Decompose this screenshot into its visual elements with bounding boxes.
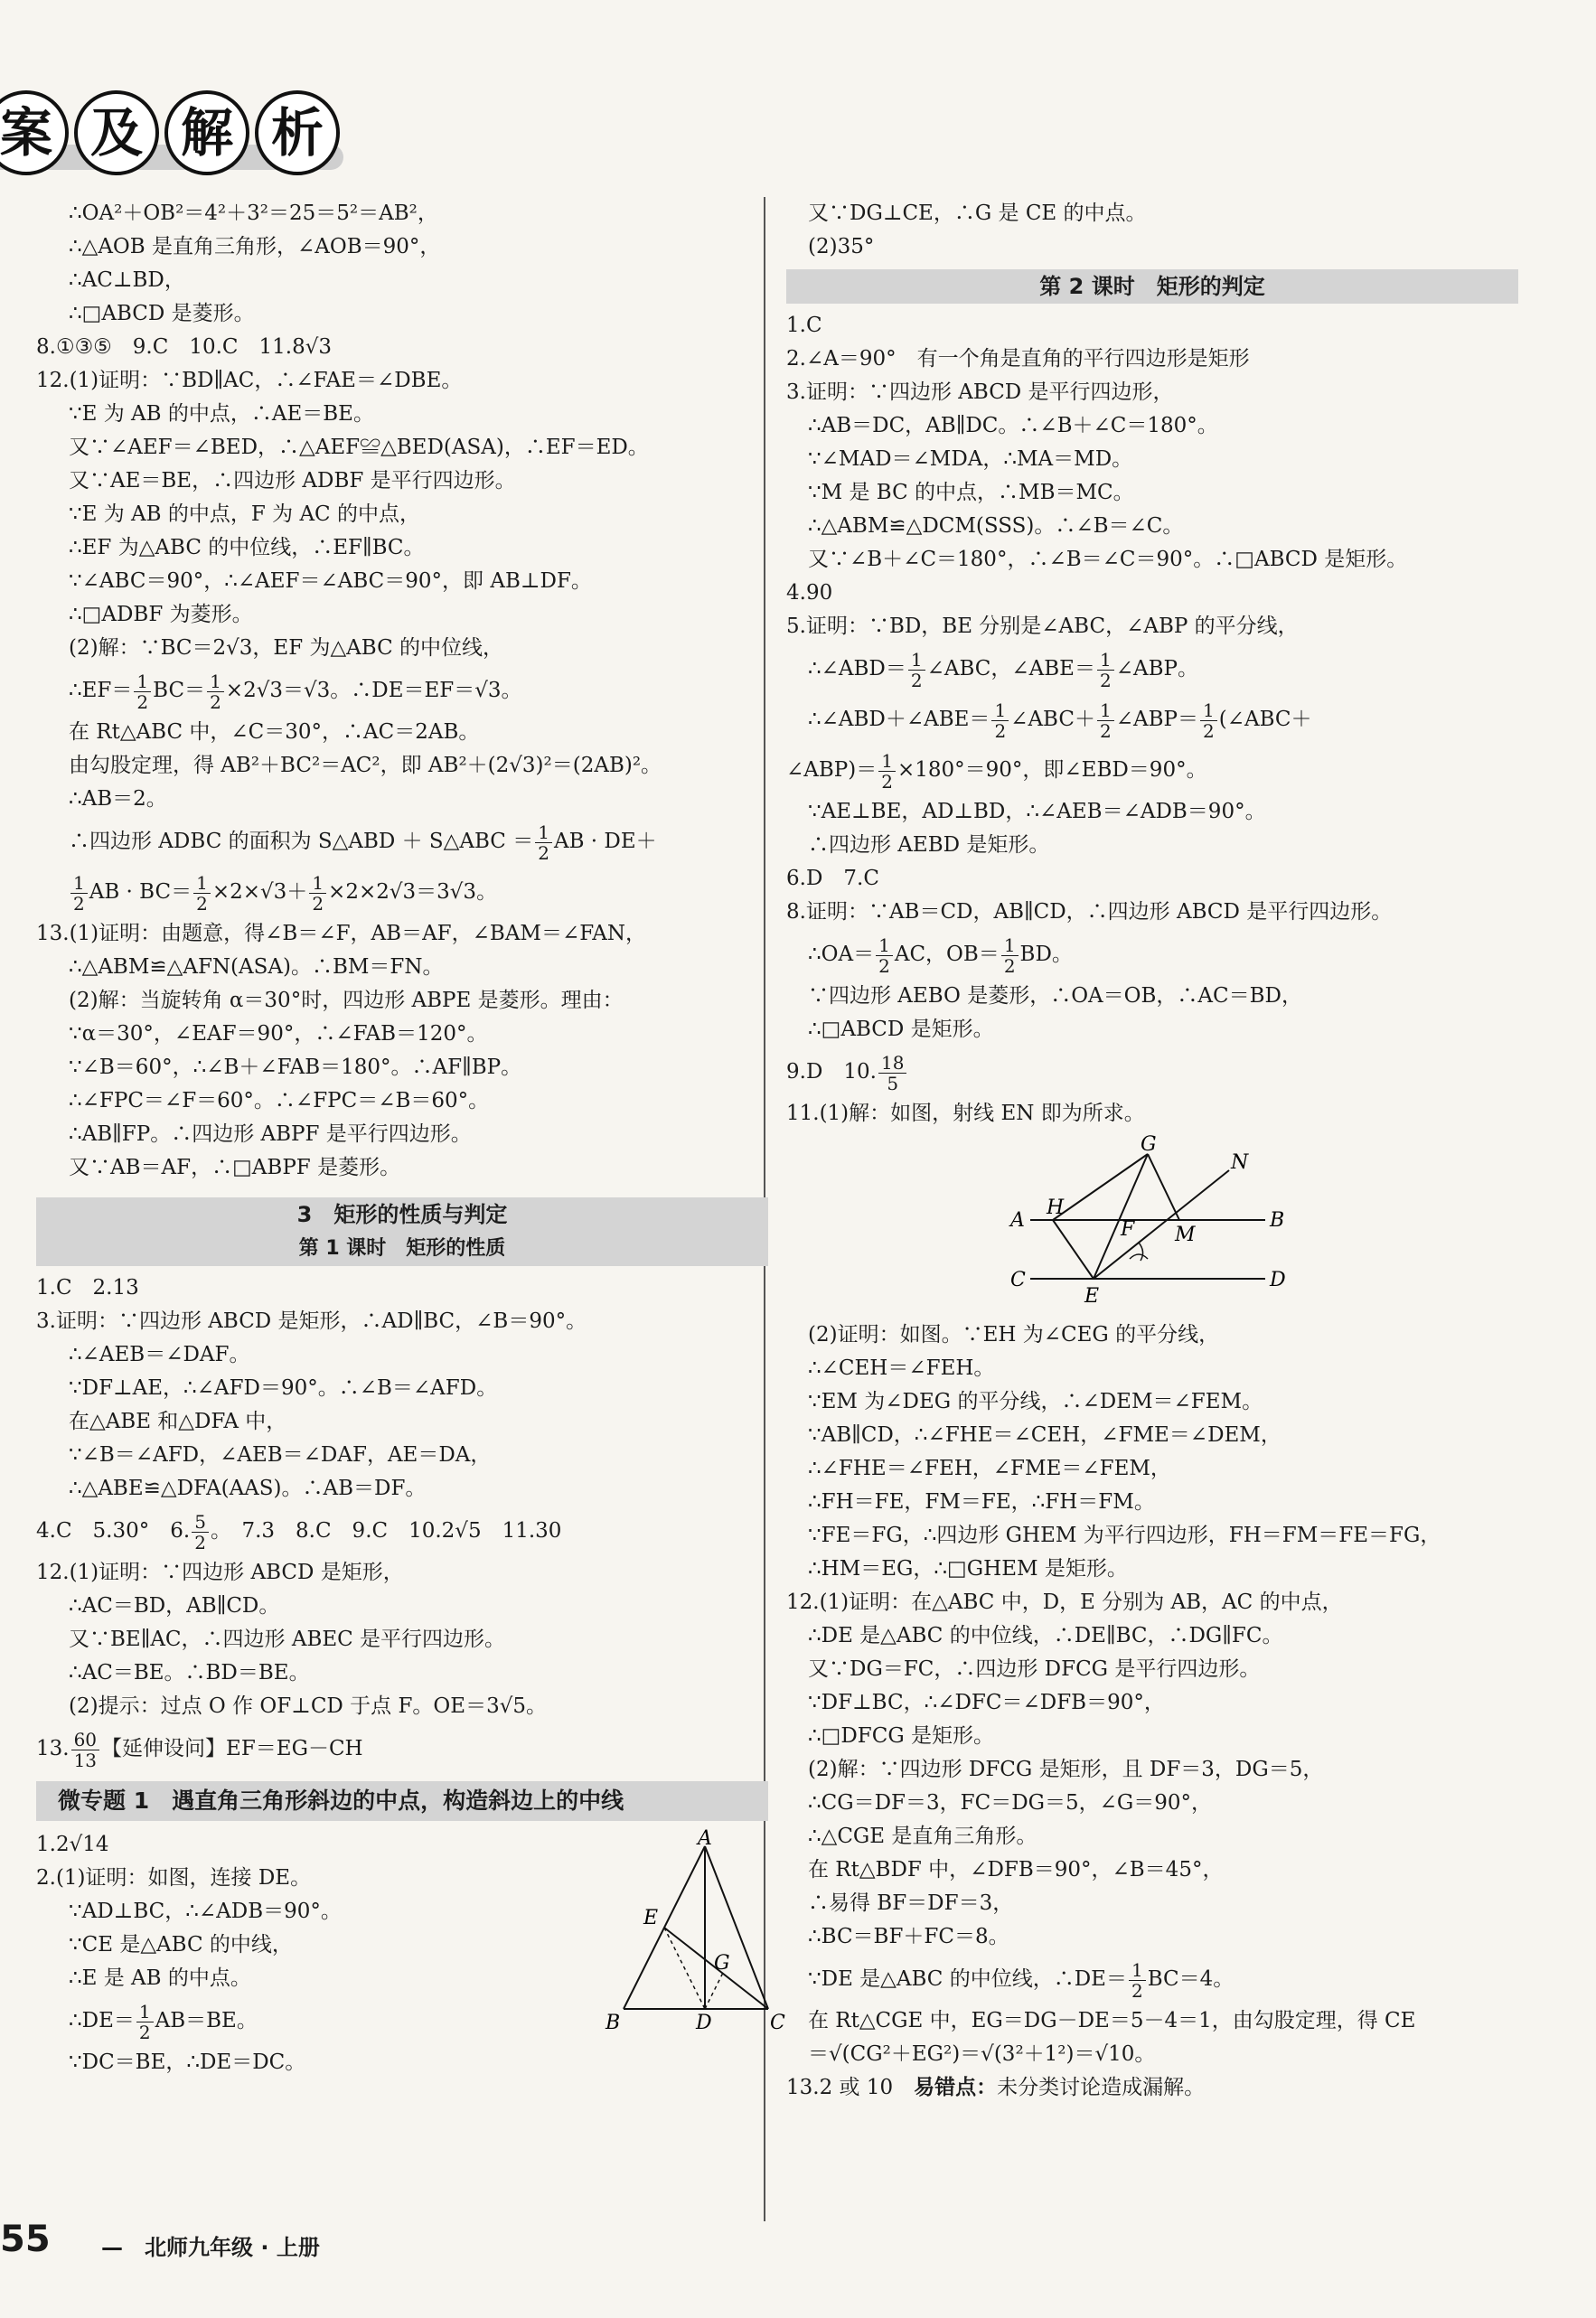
numerator: 1 bbox=[309, 873, 326, 894]
label-h: H bbox=[1047, 1197, 1065, 1219]
fraction bbox=[991, 700, 1009, 741]
text-line: ∴AC＝BD，AB∥CD。 bbox=[69, 1594, 280, 1618]
numerator: 1 bbox=[1097, 650, 1114, 671]
text-line: 又∵AB＝AF，∴□ABPF 是菱形。 bbox=[69, 1156, 401, 1179]
formula-text: BD。 bbox=[1019, 943, 1073, 966]
denominator: 2 bbox=[910, 669, 923, 691]
formula-line bbox=[786, 694, 1518, 745]
answer-line: 1.C 2.13 bbox=[36, 1276, 139, 1300]
label-a: A bbox=[1010, 1209, 1025, 1232]
text-line: ∴CG＝DF＝3，FC＝DG＝5，∠G＝90°， bbox=[808, 1791, 1213, 1815]
text-line: 又∵∠AEF＝∠BED，∴△AEF≌△BED(ASA)，∴EF＝ED。 bbox=[69, 436, 649, 459]
text-line: ∵FE＝FG，∴四边形 GHEM 为平行四边形，FH＝FM＝FE＝FG， bbox=[808, 1524, 1441, 1547]
fraction bbox=[71, 1730, 99, 1770]
answer-line bbox=[786, 2071, 1518, 2105]
fraction bbox=[1001, 935, 1019, 976]
text-line: ∵CE 是△ABC 的中线， bbox=[69, 1933, 293, 1957]
text-line: 又∵DG⊥CE，∴G 是 CE 的中点。 bbox=[808, 202, 1147, 225]
error-prone-label: 易错点： bbox=[914, 2076, 998, 2099]
answer-line: 3.证明：∵四边形 ABCD 是矩形，∴AD∥BC，∠B＝90°。 bbox=[36, 1309, 587, 1333]
numerator: 1 bbox=[908, 650, 925, 671]
text-line: ∴□ABCD 是矩形。 bbox=[808, 1018, 994, 1041]
denominator: 2 bbox=[878, 954, 890, 977]
footer-dash: — bbox=[101, 2235, 123, 2260]
answer-line: 11.(1)解：如图，射线 EN 即为所求。 bbox=[786, 1102, 1145, 1125]
text-line: (2)提示：过点 O 作 OF⊥CD 于点 F。OE＝3√5。 bbox=[69, 1694, 547, 1718]
denominator: 2 bbox=[994, 719, 1007, 742]
numerator: 1 bbox=[1129, 1960, 1146, 1981]
formula-line bbox=[36, 665, 768, 716]
denominator: 2 bbox=[1003, 954, 1016, 977]
answer-line: 6.D 7.C bbox=[786, 867, 879, 890]
header-char-2: 及 bbox=[74, 90, 159, 175]
formula-line bbox=[36, 867, 768, 917]
answer-line: 8.证明：∵AB＝CD，AB∥CD，∴四边形 ABCD 是平行四边形。 bbox=[786, 900, 1393, 924]
text-line: ∵EM 为∠DEG 的平分线，∴∠DEM＝∠FEM。 bbox=[808, 1390, 1263, 1413]
fraction bbox=[1129, 1960, 1146, 2001]
text-line: ＝√(CG²＋EG²)＝√(3²＋1²)＝√10。 bbox=[808, 2042, 1156, 2066]
formula-text: ∠ABP。 bbox=[1115, 657, 1198, 680]
formula-text: ×2√3＝√3。∴DE＝EF＝√3。 bbox=[225, 679, 522, 702]
numerator: 1 bbox=[207, 671, 224, 692]
answer-line: 1.C bbox=[786, 314, 822, 337]
numerator: 1 bbox=[1001, 935, 1019, 956]
label-e: E bbox=[643, 1907, 659, 1929]
text-line: ∵∠MAD＝∠MDA，∴MA＝MD。 bbox=[808, 447, 1133, 471]
formula-text: BC＝4。 bbox=[1147, 1967, 1235, 1991]
fraction bbox=[70, 873, 88, 914]
denominator: 2 bbox=[194, 1531, 206, 1553]
page-number: 55 bbox=[0, 2219, 51, 2260]
formula-line bbox=[36, 816, 768, 867]
arc-mark bbox=[1139, 1243, 1143, 1261]
formula-text: ×180°＝90°，即∠EBD＝90°。 bbox=[897, 758, 1207, 782]
fraction bbox=[193, 873, 211, 914]
text-line: ∴EF 为△ABC 的中位线，∴EF∥BC。 bbox=[69, 536, 425, 559]
footer-book-title: 北师九年级 · 上册 bbox=[145, 2235, 320, 2260]
label-m: M bbox=[1175, 1224, 1196, 1246]
text-line: 在 Rt△CGE 中，EG＝DG－DE＝5－4＝1，由勾股定理，得 CE bbox=[808, 2009, 1416, 2032]
formula-text: BC＝ bbox=[153, 679, 206, 702]
text-line: ∴□ADBF 为菱形。 bbox=[69, 603, 253, 626]
formula-text: 【延伸设问】EF＝EG－CH bbox=[101, 1737, 363, 1760]
fraction bbox=[908, 650, 925, 690]
left-column bbox=[36, 197, 785, 2079]
text-line: ∵四边形 AEBO 是菱形，∴OA＝OB，∴AC＝BD， bbox=[808, 984, 1302, 1008]
text-line: ∴FH＝FE，FM＝FE，∴FH＝FM。 bbox=[808, 1490, 1155, 1514]
label-n: N bbox=[1231, 1151, 1249, 1174]
answer-line: 13.(1)证明：由题意，得∠B＝∠F，AB＝AF，∠BAM＝∠FAN， bbox=[36, 922, 646, 945]
denominator: 5 bbox=[887, 1072, 899, 1094]
text-line: ∵DF⊥AE，∴∠AFD＝90°。∴∠B＝∠AFD。 bbox=[69, 1376, 498, 1400]
denominator: 2 bbox=[881, 770, 893, 793]
denominator: 2 bbox=[1131, 1979, 1143, 2002]
label-a: A bbox=[698, 1828, 712, 1850]
denominator: 2 bbox=[138, 2021, 151, 2043]
answer-line: 2.(1)证明：如图，连接 DE。 bbox=[36, 1866, 312, 1890]
arc-mark bbox=[1130, 1254, 1148, 1259]
numerator: 1 bbox=[136, 2002, 154, 2022]
text-line: ∵DF⊥BC，∴∠DFC＝∠DFB＝90°， bbox=[808, 1691, 1165, 1714]
denominator: 2 bbox=[312, 892, 324, 915]
text-line: 又∵BE∥AC，∴四边形 ABEC 是平行四边形。 bbox=[69, 1628, 506, 1651]
formula-text: ∵DE 是△ABC 的中位线，∴DE＝ bbox=[808, 1967, 1127, 1991]
answer-line: 12.(1)证明：在△ABC 中，D，E 分别为 AB，AC 的中点， bbox=[786, 1591, 1343, 1614]
section-heading: 3 矩形的性质与判定 bbox=[36, 1197, 768, 1232]
text-line: ∴BC＝BF＋FC＝8。 bbox=[808, 1925, 1009, 1948]
numerator: 60 bbox=[71, 1730, 99, 1750]
numerator: 1 bbox=[991, 700, 1009, 721]
text-line: 由勾股定理，得 AB²＋BC²＝AC²，即 AB²＋(2√3)²＝(2AB)²。 bbox=[69, 754, 662, 777]
header-char-3: 解 bbox=[164, 90, 249, 175]
text-line: ∴DE 是△ABC 的中位线，∴DE∥BC，∴DG∥FC。 bbox=[808, 1624, 1283, 1647]
text-line: (2)解：∵四边形 DFCG 是矩形，且 DF＝3，DG＝5， bbox=[808, 1758, 1324, 1781]
numerator: 1 bbox=[1097, 700, 1114, 721]
formula-text: ∠ABP＝ bbox=[1115, 708, 1198, 731]
denominator: 2 bbox=[538, 841, 549, 864]
error-prone-note: 未分类讨论造成漏解。 bbox=[997, 2076, 1206, 2099]
fraction bbox=[134, 671, 151, 712]
text-line: 在 Rt△BDF 中，∠DFB＝90°，∠B＝45°， bbox=[808, 1858, 1224, 1882]
text-line: ∴∠FPC＝∠F＝60°。∴∠FPC＝∠B＝60°。 bbox=[69, 1089, 490, 1112]
formula-text: 13. bbox=[36, 1737, 70, 1760]
fraction bbox=[136, 2002, 154, 2042]
right-column bbox=[786, 197, 1518, 2105]
text-line: (2)35° bbox=[808, 235, 875, 258]
answer-line: 1.2√14 bbox=[36, 1833, 109, 1856]
answer-line: 12.(1)证明：∵四边形 ABCD 是矩形， bbox=[36, 1561, 404, 1584]
text-line: ∴∠CEH＝∠FEH。 bbox=[808, 1356, 995, 1380]
label-d: D bbox=[1270, 1269, 1286, 1291]
header-char-4: 析 bbox=[255, 90, 340, 175]
label-g: G bbox=[714, 1952, 730, 1975]
denominator: 2 bbox=[136, 690, 149, 713]
label-d: D bbox=[696, 2012, 712, 2034]
text-line: ∴易得 BF＝DF＝3， bbox=[808, 1891, 1014, 1915]
formula-text: AB＝BE。 bbox=[155, 2009, 258, 2032]
text-line: ∴AB＝DC，AB∥DC。∴∠B＋∠C＝180°。 bbox=[808, 414, 1218, 437]
fraction bbox=[1097, 700, 1114, 741]
answer-text: 13.2 或 10 bbox=[786, 2076, 915, 2099]
denominator: 2 bbox=[1099, 719, 1112, 742]
text-line: ∵E 为 AB 的中点，F 为 AC 的中点， bbox=[69, 502, 420, 526]
text-line: ∴四边形 AEBD 是矩形。 bbox=[808, 833, 1050, 857]
text-line: (2)解：∵BC＝2√3，EF 为△ABC 的中位线， bbox=[69, 636, 504, 660]
numerator: 1 bbox=[193, 873, 211, 894]
text-line: ∴□ABCD 是菱形。 bbox=[69, 302, 255, 325]
section-heading: 第 2 课时 矩形的判定 bbox=[786, 269, 1518, 304]
text-line: (2)证明：如图。∵EH 为∠CEG 的平分线， bbox=[808, 1323, 1220, 1347]
triangle-figure bbox=[578, 1828, 795, 2036]
answer-line bbox=[36, 1723, 768, 1774]
text-line: ∵AB∥CD，∴∠FHE＝∠CEH，∠FME＝∠DEM， bbox=[808, 1423, 1281, 1447]
denominator: 2 bbox=[210, 690, 221, 713]
text-line: ∵AD⊥BC，∴∠ADB＝90°。 bbox=[69, 1900, 342, 1923]
formula-line bbox=[786, 745, 1518, 795]
formula-line bbox=[786, 929, 1518, 980]
text-line: ∴∠FHE＝∠FEH，∠FME＝∠FEM， bbox=[808, 1457, 1171, 1480]
fraction bbox=[535, 822, 552, 863]
formula-line bbox=[786, 1954, 1518, 2004]
fraction bbox=[207, 671, 224, 712]
label-b: B bbox=[606, 2012, 621, 2034]
answer-line: 2.∠A＝90° 有一个角是直角的平行四边形是矩形 bbox=[786, 347, 1250, 371]
text-line: ∴△ABM≌△AFN(ASA)。∴BM＝FN。 bbox=[69, 955, 444, 979]
text-line: ∴E 是 AB 的中点。 bbox=[69, 1966, 251, 1990]
formula-text: ×2×√3＋ bbox=[211, 880, 308, 904]
formula-text: ∴∠ABD＝ bbox=[808, 657, 906, 680]
formula-text: ∠ABC＋ bbox=[1010, 708, 1095, 731]
text-line: ∴△CGE 是直角三角形。 bbox=[808, 1825, 1037, 1848]
text-line: ∴AC⊥BD， bbox=[69, 268, 185, 292]
text-line: 又∵DG＝FC，∴四边形 DFCG 是平行四边形。 bbox=[808, 1657, 1261, 1681]
answer-line bbox=[36, 1506, 768, 1556]
text-line: ∵M 是 BC 的中点，∴MB＝MC。 bbox=[808, 481, 1134, 504]
formula-text: AC，OB＝ bbox=[894, 943, 1000, 966]
text-line: ∵∠B＝∠AFD，∠AEB＝∠DAF，AE＝DA， bbox=[69, 1443, 492, 1467]
footer-text bbox=[101, 2229, 320, 2261]
fraction bbox=[878, 751, 896, 792]
numerator: 1 bbox=[876, 935, 893, 956]
text-line: ∴△ABM≌△DCM(SSS)。∴∠B＝∠C。 bbox=[808, 514, 1184, 538]
answer-line: 4.90 bbox=[786, 581, 833, 605]
text-line: (2)解：当旋转角 α＝30°时，四边形 ABPE 是菱形。理由： bbox=[69, 989, 624, 1012]
formula-text: ×2×2√3＝3√3。 bbox=[328, 880, 498, 904]
text-line: ∴OA²＋OB²＝4²＋3²＝25＝5²＝AB²， bbox=[69, 202, 438, 225]
fraction bbox=[1200, 700, 1217, 741]
text-line: ∴AB∥FP。∴四边形 ABPF 是平行四边形。 bbox=[69, 1122, 472, 1146]
numerator: 1 bbox=[878, 751, 896, 772]
fraction bbox=[309, 873, 326, 914]
denominator: 2 bbox=[1202, 719, 1215, 742]
text-line: ∵E 为 AB 的中点，∴AE＝BE。 bbox=[69, 402, 374, 426]
text-line: 在 Rt△ABC 中，∠C＝30°，∴AC＝2AB。 bbox=[69, 720, 480, 744]
text-line: ∴AB＝2。 bbox=[69, 787, 167, 811]
label-b: B bbox=[1270, 1209, 1285, 1232]
fraction bbox=[876, 935, 893, 976]
numerator: 1 bbox=[535, 822, 552, 843]
ray-en bbox=[1094, 1170, 1229, 1279]
answer-line: 12.(1)证明：∵BD∥AC，∴∠FAE＝∠DBE。 bbox=[36, 369, 463, 392]
formula-text: ∠ABP)＝ bbox=[786, 758, 878, 782]
formula-text: AB · DE＋ bbox=[553, 830, 657, 853]
special-topic-heading: 微专题 1 遇直角三角形斜边的中点，构造斜边上的中线 bbox=[36, 1781, 768, 1821]
label-c: C bbox=[1010, 1269, 1026, 1291]
text-line: 又∵∠B＋∠C＝180°，∴∠B＝∠C＝90°。∴□ABCD 是矩形。 bbox=[808, 548, 1408, 571]
text-line: ∵∠ABC＝90°，∴∠AEF＝∠ABC＝90°，即 AB⊥DF。 bbox=[69, 569, 592, 593]
fraction bbox=[1097, 650, 1114, 690]
formula-text: 4.C 5.30° 6. bbox=[36, 1519, 191, 1543]
text-line: ∴AC＝BE。∴BD＝BE。 bbox=[69, 1661, 310, 1685]
numerator: 1 bbox=[134, 671, 151, 692]
segment-de bbox=[664, 1928, 705, 2009]
answer-line: 3.证明：∵四边形 ABCD 是平行四边形， bbox=[786, 380, 1174, 404]
segment-dg bbox=[705, 1973, 723, 2009]
denominator: 2 bbox=[1099, 669, 1112, 691]
formula-text: ∴DE＝ bbox=[69, 2009, 135, 2032]
label-g: G bbox=[1141, 1134, 1157, 1156]
denominator: 2 bbox=[196, 892, 208, 915]
text-line: ∵AE⊥BE，AD⊥BD，∴∠AEB＝∠ADB＝90°。 bbox=[808, 800, 1266, 823]
fraction bbox=[192, 1512, 209, 1553]
text-line: ∴△ABE≌△DFA(AAS)。∴AB＝DF。 bbox=[69, 1477, 427, 1500]
numerator: 1 bbox=[70, 873, 88, 894]
text-line: ∴HM＝EG，∴□GHEM 是矩形。 bbox=[808, 1557, 1128, 1581]
text-line: ∴△AOB 是直角三角形，∠AOB＝90°， bbox=[69, 235, 441, 258]
formula-text: 9.D 10. bbox=[786, 1060, 877, 1084]
formula-line bbox=[786, 643, 1518, 694]
text-line: ∴□DFCG 是矩形。 bbox=[808, 1724, 995, 1748]
label-e: E bbox=[1084, 1285, 1100, 1308]
text-line: ∵DC＝BE，∴DE＝DC。 bbox=[69, 2051, 306, 2074]
numerator: 5 bbox=[192, 1512, 209, 1533]
segment-gm bbox=[1148, 1154, 1179, 1220]
text-line: ∴∠AEB＝∠DAF。 bbox=[69, 1343, 250, 1366]
formula-text: AB · BC＝ bbox=[89, 880, 192, 904]
header-banner bbox=[0, 90, 380, 181]
formula-text: ∴OA＝ bbox=[808, 943, 875, 966]
answer-line bbox=[786, 1046, 1518, 1097]
text-line: ∵∠B＝60°，∴∠B＋∠FAB＝180°。∴AF∥BP。 bbox=[69, 1056, 522, 1079]
segment-he bbox=[1053, 1220, 1094, 1279]
geometry-figure bbox=[994, 1134, 1319, 1315]
label-c: C bbox=[770, 2012, 785, 2034]
special-topic-block bbox=[36, 1828, 785, 2079]
text-line: 又∵AE＝BE，∴四边形 ADBF 是平行四边形。 bbox=[69, 469, 516, 493]
answer-line: 5.证明：∵BD，BE 分别是∠ABC，∠ABP 的平分线， bbox=[786, 615, 1299, 638]
fraction bbox=[878, 1053, 906, 1093]
formula-text: ∴EF＝ bbox=[69, 679, 133, 702]
text-line: ∵α＝30°，∠EAF＝90°，∴∠FAB＝120°。 bbox=[69, 1022, 488, 1046]
numerator: 18 bbox=[878, 1053, 906, 1074]
denominator: 13 bbox=[73, 1749, 98, 1771]
formula-text: ∴∠ABD＋∠ABE＝ bbox=[808, 708, 990, 731]
answer-line: 8.①③⑤ 9.C 10.C 11.8√3 bbox=[36, 335, 333, 359]
numerator: 1 bbox=[1200, 700, 1217, 721]
denominator: 2 bbox=[73, 892, 85, 915]
formula-text: 。 7.3 8.C 9.C 10.2√5 11.30 bbox=[210, 1519, 562, 1543]
formula-text: ∴四边形 ADBC 的面积为 S△ABD ＋ S△ABC ＝ bbox=[69, 830, 534, 853]
formula-text: (∠ABC＋ bbox=[1218, 708, 1312, 731]
label-f: F bbox=[1121, 1218, 1135, 1241]
formula-text: ∠ABC，∠ABE＝ bbox=[926, 657, 1095, 680]
text-line: 在△ABE 和△DFA 中， bbox=[69, 1410, 287, 1433]
header-char-1: 案 bbox=[0, 90, 69, 175]
section-subheading: 第 1 课时 矩形的性质 bbox=[36, 1232, 768, 1266]
